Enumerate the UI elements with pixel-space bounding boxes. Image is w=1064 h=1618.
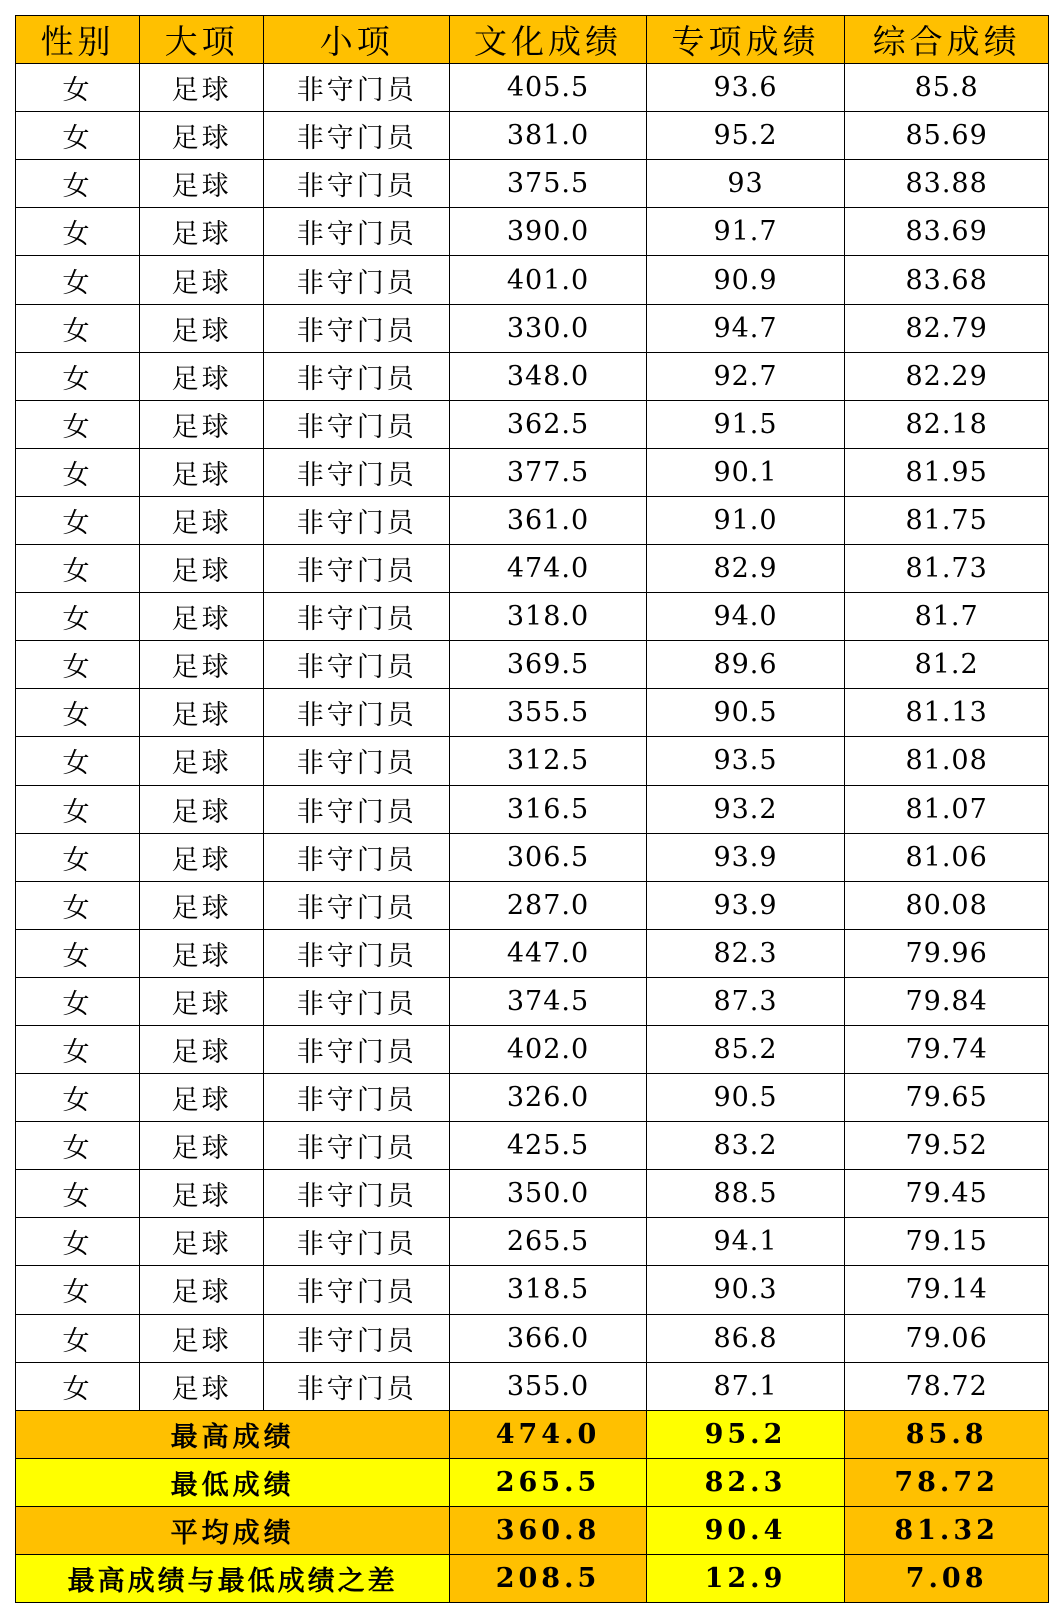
event-cell: 非守门员 [264,1362,450,1410]
category-cell: 足球 [140,1266,264,1314]
event-cell: 非守门员 [264,256,450,304]
gender-cell: 女 [16,1122,140,1170]
culture-score-cell: 348.0 [450,352,646,400]
special-score-cell: 93.9 [646,881,845,929]
culture-score-cell: 316.5 [450,785,646,833]
special-score-cell: 86.8 [646,1314,845,1362]
table-row [16,641,1049,689]
culture-score-cell: 374.5 [450,977,646,1025]
category-cell: 足球 [140,1122,264,1170]
category-cell: 足球 [140,448,264,496]
category-cell: 足球 [140,400,264,448]
total-score-cell: 80.08 [845,881,1049,929]
special-score-cell: 91.0 [646,496,845,544]
culture-score-cell: 425.5 [450,1122,646,1170]
total-score-cell: 79.06 [845,1314,1049,1362]
total-score-summary: 78.72 [845,1458,1049,1506]
gender-cell: 女 [16,448,140,496]
special-score-cell: 82.3 [646,929,845,977]
table-row [16,496,1049,544]
category-cell: 足球 [140,1362,264,1410]
culture-score-cell: 355.5 [450,689,646,737]
event-cell: 非守门员 [264,545,450,593]
culture-score-cell: 355.0 [450,1362,646,1410]
gender-cell: 女 [16,256,140,304]
total-score-cell: 83.69 [845,208,1049,256]
category-header: 大项 [140,16,264,64]
category-cell: 足球 [140,1218,264,1266]
event-cell: 非守门员 [264,208,450,256]
event-cell: 非守门员 [264,1074,450,1122]
event-cell: 非守门员 [264,400,450,448]
gender-cell: 女 [16,785,140,833]
gender-cell: 女 [16,833,140,881]
special-score-cell: 93.5 [646,737,845,785]
special-score-cell: 90.1 [646,448,845,496]
total-score-cell: 85.69 [845,112,1049,160]
gender-cell: 女 [16,496,140,544]
event-header: 小项 [264,16,450,64]
category-cell: 足球 [140,737,264,785]
event-cell: 非守门员 [264,1170,450,1218]
category-cell: 足球 [140,1074,264,1122]
event-cell: 非守门员 [264,1122,450,1170]
table-row [16,304,1049,352]
event-cell: 非守门员 [264,1266,450,1314]
culture-score-cell: 377.5 [450,448,646,496]
table-row [16,1122,1049,1170]
event-cell: 非守门员 [264,641,450,689]
table-row [16,689,1049,737]
summary-label: 最高成绩 [16,1410,450,1458]
category-cell: 足球 [140,352,264,400]
table-row [16,1170,1049,1218]
total-score-cell: 79.96 [845,929,1049,977]
special-score-summary: 95.2 [646,1410,845,1458]
table-row [16,785,1049,833]
total-score-cell: 79.52 [845,1122,1049,1170]
special-score-cell: 91.5 [646,400,845,448]
category-cell: 足球 [140,1025,264,1073]
max-score-row [16,1410,1049,1458]
category-cell: 足球 [140,929,264,977]
category-cell: 足球 [140,689,264,737]
score-table [15,15,1049,1603]
event-cell: 非守门员 [264,448,450,496]
culture-score-header: 文化成绩 [450,16,646,64]
header-row [16,16,1049,64]
gender-cell: 女 [16,1314,140,1362]
event-cell: 非守门员 [264,881,450,929]
table-row [16,112,1049,160]
culture-score-cell: 306.5 [450,833,646,881]
category-cell: 足球 [140,641,264,689]
event-cell: 非守门员 [264,977,450,1025]
table-row [16,352,1049,400]
event-cell: 非守门员 [264,689,450,737]
summary-label: 平均成绩 [16,1506,450,1554]
gender-cell: 女 [16,545,140,593]
gender-cell: 女 [16,400,140,448]
gender-cell: 女 [16,593,140,641]
special-score-cell: 92.7 [646,352,845,400]
table-row [16,929,1049,977]
gender-cell: 女 [16,1362,140,1410]
total-score-cell: 81.07 [845,785,1049,833]
table-row [16,593,1049,641]
special-score-cell: 88.5 [646,1170,845,1218]
total-score-cell: 79.74 [845,1025,1049,1073]
category-cell: 足球 [140,64,264,112]
special-score-cell: 89.6 [646,641,845,689]
event-cell: 非守门员 [264,160,450,208]
category-cell: 足球 [140,593,264,641]
total-score-header: 综合成绩 [845,16,1049,64]
special-score-cell: 90.9 [646,256,845,304]
special-score-cell: 90.5 [646,689,845,737]
culture-score-cell: 318.5 [450,1266,646,1314]
culture-score-cell: 405.5 [450,64,646,112]
total-score-cell: 78.72 [845,1362,1049,1410]
gender-cell: 女 [16,689,140,737]
gender-header: 性别 [16,16,140,64]
culture-score-summary: 474.0 [450,1410,646,1458]
gender-cell: 女 [16,1074,140,1122]
summary-label: 最高成绩与最低成绩之差 [16,1555,450,1603]
event-cell: 非守门员 [264,1218,450,1266]
culture-score-summary: 265.5 [450,1458,646,1506]
table-row [16,1025,1049,1073]
category-cell: 足球 [140,545,264,593]
gender-cell: 女 [16,160,140,208]
total-score-cell: 81.73 [845,545,1049,593]
summary-label: 最低成绩 [16,1458,450,1506]
event-cell: 非守门员 [264,833,450,881]
special-score-cell: 82.9 [646,545,845,593]
total-score-summary: 81.32 [845,1506,1049,1554]
special-score-cell: 94.0 [646,593,845,641]
special-score-cell: 87.1 [646,1362,845,1410]
special-score-cell: 91.7 [646,208,845,256]
event-cell: 非守门员 [264,352,450,400]
gender-cell: 女 [16,1266,140,1314]
table-row [16,1314,1049,1362]
culture-score-cell: 375.5 [450,160,646,208]
event-cell: 非守门员 [264,1025,450,1073]
special-score-cell: 87.3 [646,977,845,1025]
event-cell: 非守门员 [264,785,450,833]
gender-cell: 女 [16,977,140,1025]
culture-score-cell: 312.5 [450,737,646,785]
table-row [16,448,1049,496]
category-cell: 足球 [140,1170,264,1218]
event-cell: 非守门员 [264,496,450,544]
culture-score-cell: 350.0 [450,1170,646,1218]
culture-score-cell: 330.0 [450,304,646,352]
category-cell: 足球 [140,160,264,208]
category-cell: 足球 [140,304,264,352]
gender-cell: 女 [16,112,140,160]
special-score-cell: 90.5 [646,1074,845,1122]
total-score-cell: 81.13 [845,689,1049,737]
special-score-cell: 94.1 [646,1218,845,1266]
special-score-summary: 90.4 [646,1506,845,1554]
culture-score-cell: 402.0 [450,1025,646,1073]
table-row [16,977,1049,1025]
category-cell: 足球 [140,833,264,881]
special-score-cell: 93.2 [646,785,845,833]
gender-cell: 女 [16,304,140,352]
gender-cell: 女 [16,352,140,400]
total-score-cell: 79.65 [845,1074,1049,1122]
table-row [16,1266,1049,1314]
table-row [16,1074,1049,1122]
total-score-cell: 82.79 [845,304,1049,352]
gender-cell: 女 [16,881,140,929]
special-score-header: 专项成绩 [646,16,845,64]
min-score-row [16,1458,1049,1506]
category-cell: 足球 [140,1314,264,1362]
gender-cell: 女 [16,737,140,785]
table-row [16,881,1049,929]
table-row [16,737,1049,785]
culture-score-summary: 360.8 [450,1506,646,1554]
event-cell: 非守门员 [264,112,450,160]
culture-score-cell: 401.0 [450,256,646,304]
total-score-cell: 79.15 [845,1218,1049,1266]
table-row [16,545,1049,593]
culture-score-cell: 326.0 [450,1074,646,1122]
special-score-cell: 95.2 [646,112,845,160]
table-row [16,833,1049,881]
total-score-summary: 85.8 [845,1410,1049,1458]
total-score-cell: 82.18 [845,400,1049,448]
event-cell: 非守门员 [264,593,450,641]
culture-score-cell: 366.0 [450,1314,646,1362]
gender-cell: 女 [16,641,140,689]
total-score-cell: 81.75 [845,496,1049,544]
special-score-cell: 93.9 [646,833,845,881]
average-score-row [16,1506,1049,1554]
culture-score-cell: 390.0 [450,208,646,256]
special-score-summary: 82.3 [646,1458,845,1506]
culture-score-summary: 208.5 [450,1555,646,1603]
total-score-cell: 79.84 [845,977,1049,1025]
culture-score-cell: 287.0 [450,881,646,929]
event-cell: 非守门员 [264,929,450,977]
total-score-cell: 81.95 [845,448,1049,496]
category-cell: 足球 [140,112,264,160]
total-score-cell: 81.7 [845,593,1049,641]
culture-score-cell: 447.0 [450,929,646,977]
total-score-cell: 85.8 [845,64,1049,112]
total-score-cell: 83.88 [845,160,1049,208]
culture-score-cell: 318.0 [450,593,646,641]
category-cell: 足球 [140,977,264,1025]
table-row [16,208,1049,256]
total-score-cell: 81.08 [845,737,1049,785]
total-score-cell: 79.14 [845,1266,1049,1314]
special-score-cell: 93 [646,160,845,208]
event-cell: 非守门员 [264,304,450,352]
culture-score-cell: 265.5 [450,1218,646,1266]
gender-cell: 女 [16,1170,140,1218]
gender-cell: 女 [16,64,140,112]
total-score-cell: 82.29 [845,352,1049,400]
category-cell: 足球 [140,256,264,304]
special-score-cell: 90.3 [646,1266,845,1314]
gender-cell: 女 [16,208,140,256]
category-cell: 足球 [140,881,264,929]
table-row [16,1218,1049,1266]
special-score-cell: 93.6 [646,64,845,112]
culture-score-cell: 381.0 [450,112,646,160]
event-cell: 非守门员 [264,64,450,112]
table-row [16,256,1049,304]
category-cell: 足球 [140,496,264,544]
culture-score-cell: 361.0 [450,496,646,544]
gender-cell: 女 [16,1025,140,1073]
gender-cell: 女 [16,929,140,977]
total-score-cell: 79.45 [845,1170,1049,1218]
total-score-cell: 81.06 [845,833,1049,881]
culture-score-cell: 362.5 [450,400,646,448]
total-score-summary: 7.08 [845,1555,1049,1603]
special-score-cell: 83.2 [646,1122,845,1170]
special-score-cell: 94.7 [646,304,845,352]
table-row [16,1362,1049,1410]
table-row [16,160,1049,208]
gender-cell: 女 [16,1218,140,1266]
table-row [16,64,1049,112]
event-cell: 非守门员 [264,737,450,785]
table-row [16,400,1049,448]
category-cell: 足球 [140,208,264,256]
range-score-row [16,1555,1049,1603]
special-score-summary: 12.9 [646,1555,845,1603]
category-cell: 足球 [140,785,264,833]
event-cell: 非守门员 [264,1314,450,1362]
total-score-cell: 81.2 [845,641,1049,689]
culture-score-cell: 474.0 [450,545,646,593]
culture-score-cell: 369.5 [450,641,646,689]
special-score-cell: 85.2 [646,1025,845,1073]
total-score-cell: 83.68 [845,256,1049,304]
